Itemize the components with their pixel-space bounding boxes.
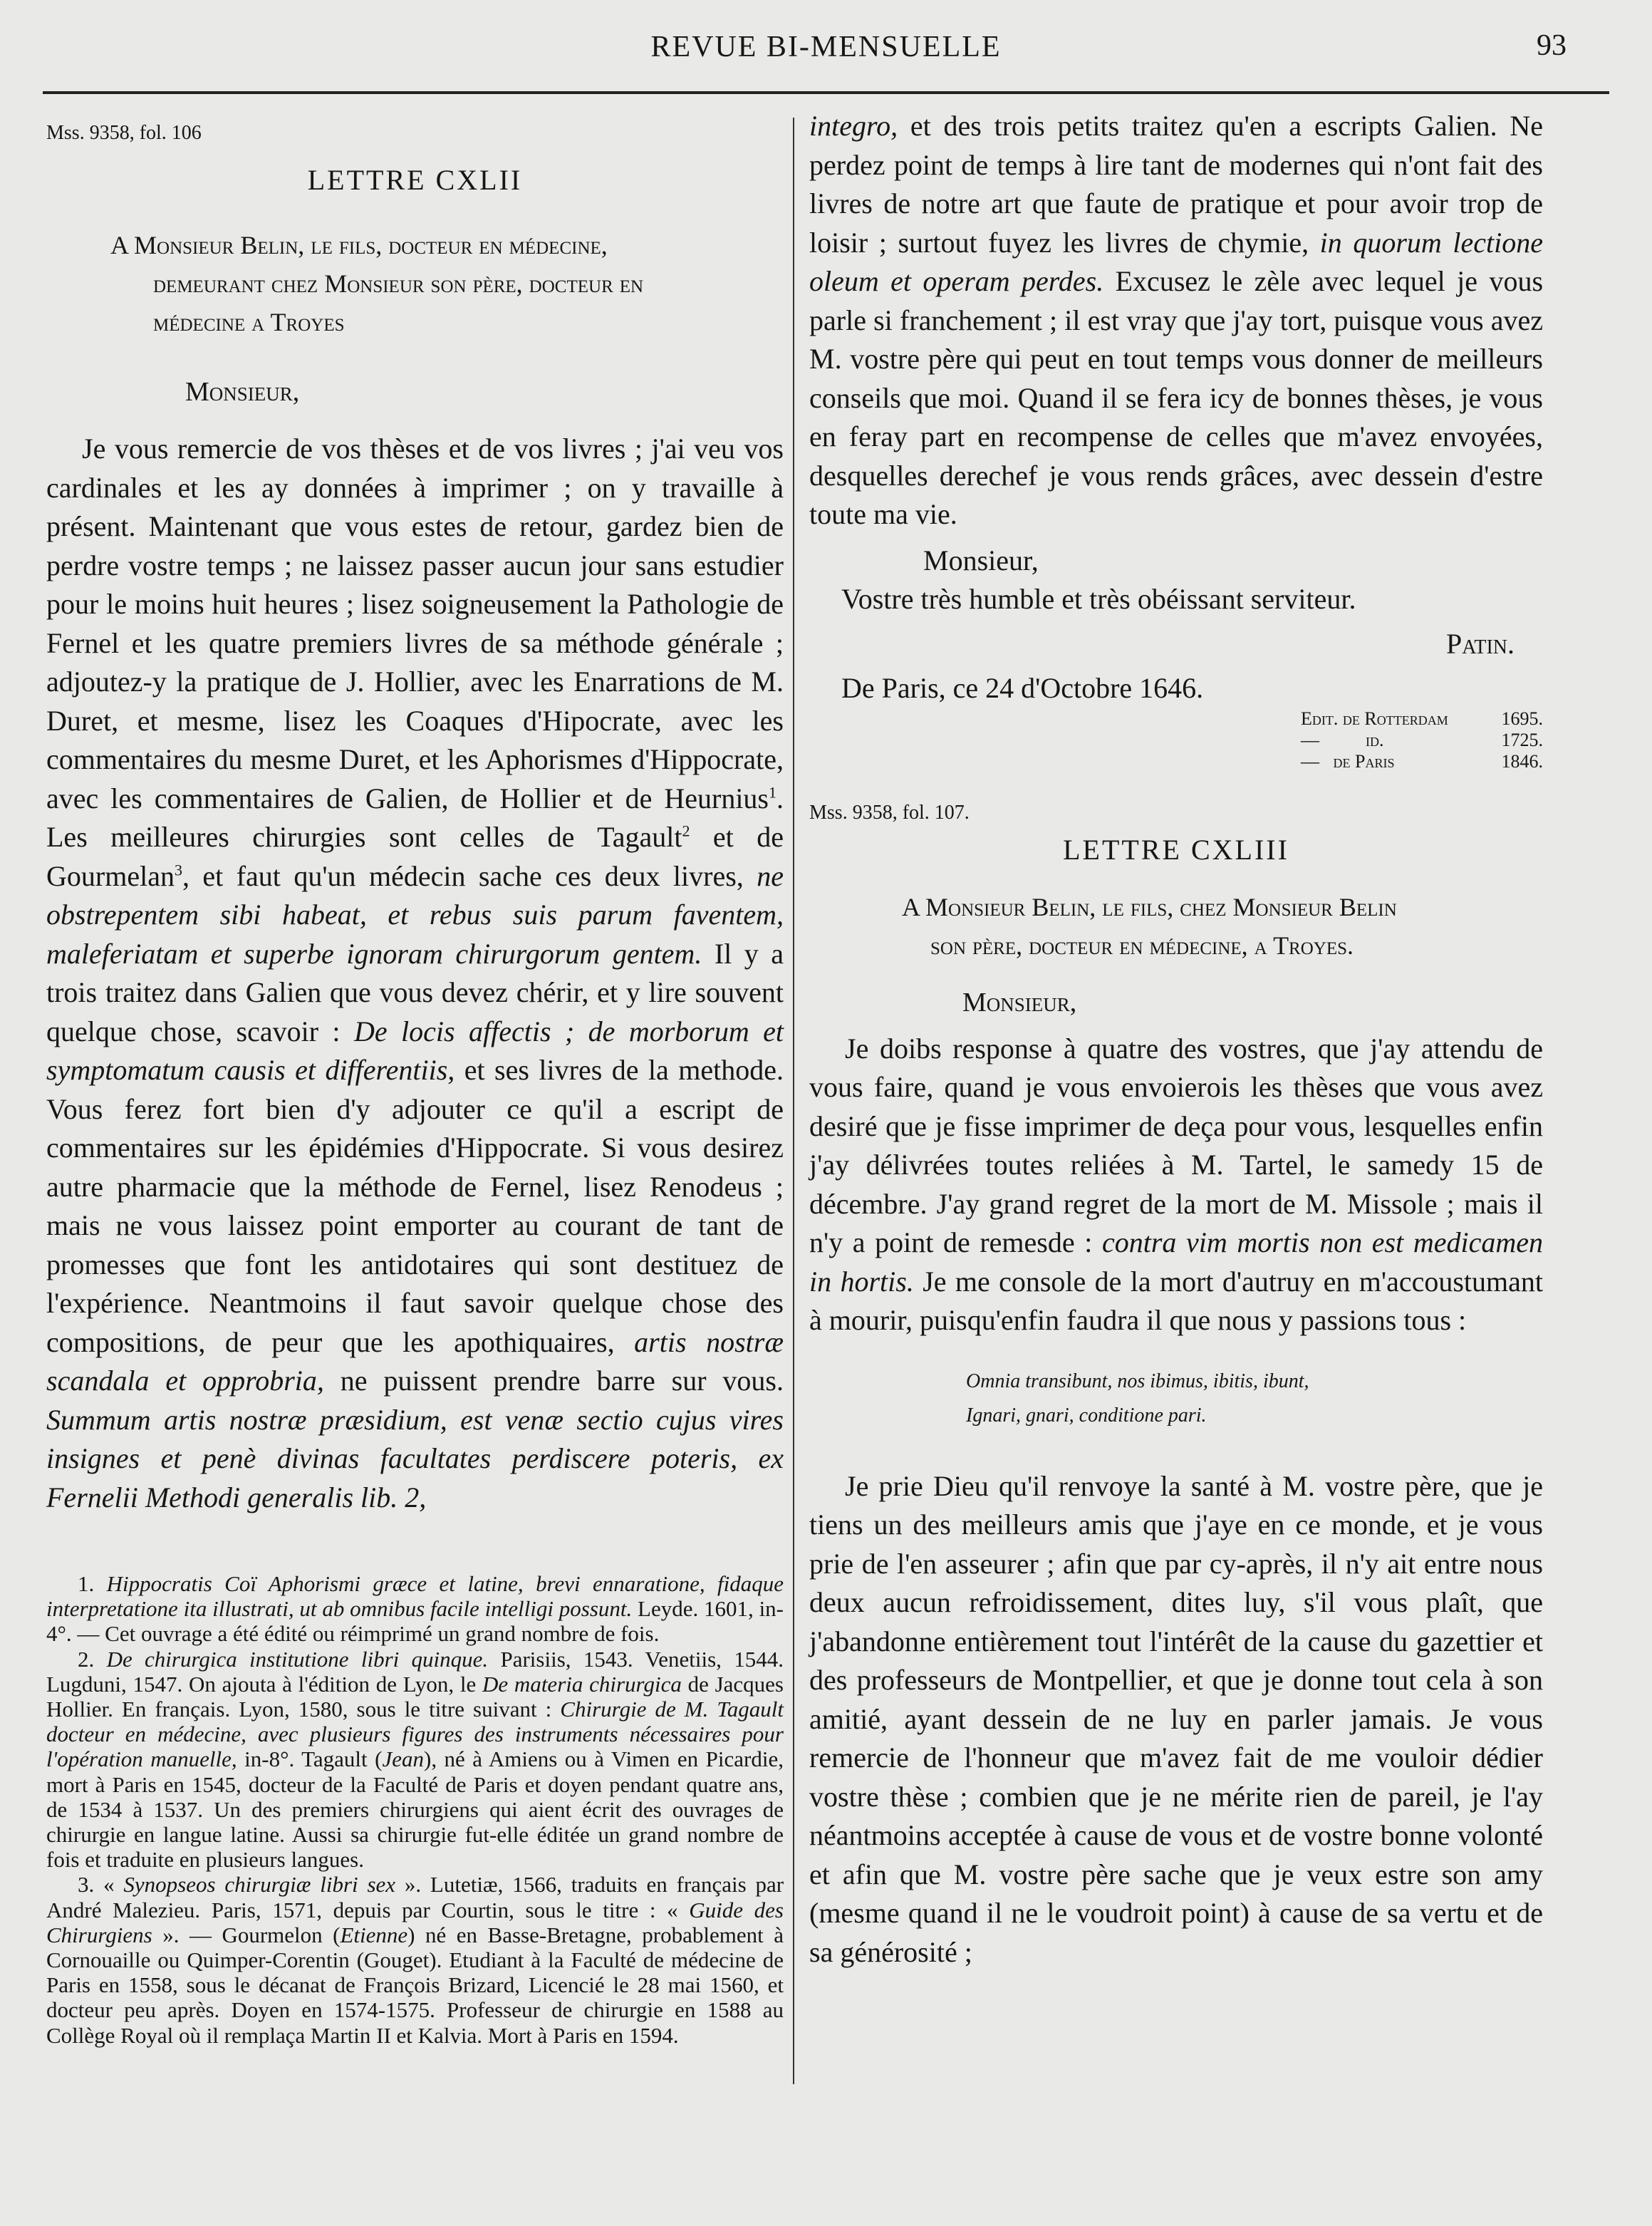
body-text: Je me console de la mort d'autruy en m'accoustumant à mourir, puisqu'enfin faudra il que nous y passions tous : [809,1265,1543,1336]
edition-year: 1695. [1501,708,1543,729]
footnote-number: 2. [78,1646,107,1672]
footnote-title: Chirurgie de M. Tagault docteur en médecine, avec plusieurs figures des instruments nécessaires pour l'opération manuelle, [46,1697,784,1772]
footnote-name: Etienne [340,1922,408,1947]
footnote-ref-1: 1 [769,783,776,802]
footnote-text: ». Lutetiæ, 1566, traduits en français par André Malezieu. Paris, 1571, depuis par Courtin, sous le titre : « [46,1872,784,1922]
closing-formula: Vostre très humble et très obéissant serviteur. [841,583,1356,615]
footnote-2 [46,1647,784,1873]
letter1-address-line-1: A Monsieur Belin, le fils, docteur en médecine, [110,230,608,259]
footnote-text: Parisiis, 1543. Venetiis, 1544. Lugduni, 1547. On ajouta à l'édition de Lyon, le [46,1646,784,1697]
footnote-number: 3. [78,1872,104,1898]
latin-quote: contra vim mortis non est medicamen in hortis. [809,1226,1543,1298]
footnotes [46,1571,784,2048]
letter1-address-line-2: demeurant chez Monsieur son père, docteur en [153,269,644,298]
latin-quote: in quorum lectione oleum et operam perdes. [809,226,1543,297]
editions-list [809,708,1543,772]
letter1-salutation: Monsieur, [185,376,300,407]
header-rule [43,91,1609,94]
place-date: De Paris, ce 24 d'Octobre 1646. [841,672,1204,704]
left-column [46,107,784,1517]
body-text: Excusez le zèle avec lequel je vous parle si franchement ; il est vray que j'ay tort, puisque vous avez M. vostre père qui peut en tout temps vous donner de meilleurs conseils que moi. Quand il se fera icy de bonnes thèses, je vous en feray part en recompense de celles que m'avez envoyées, desquelles derechef je vous rends grâces, avec dessein d'estre toute ma vie. [809,265,1544,530]
letter2-paragraph-1 [809,1030,1543,1340]
running-title: REVUE BI-MENSUELLE [650,31,1002,63]
signature: Patin. [1445,627,1515,660]
letter1-continuation [809,107,1543,534]
footnote-text: de Jacques Hollier. En français. Lyon, 1580, sous le titre suivant : [46,1671,784,1722]
footnote-ref-3: 3 [174,861,182,879]
edition-label: — id. [1301,729,1384,750]
footnote-number: 1. [78,1571,107,1596]
latin-quote: Summum artis nostræ præsidium, est venæ sectio cujus vires insignes et penè divinas facultates perdiscere poteris, ex Fernelii Methodi generalis lib. 2, [46,1403,784,1513]
body-text: et ses livres de la methode. Vous ferez fort bien d'y adjouter ce qu'il a escript de commentaires sur les épidémies d'Hippocrate. Si vous desirez autre pharmacie que la méthode de Fernel, lisez Renodeus ; mais ne vous laissez point emporter au courant de tant de promesses que font les antidotaires qui sont destituez de l'expérience. Neantmoins il faut savoir quelque chose des compositions, de peur que les apothiquaires, [46,1054,784,1358]
running-head [43,29,1609,64]
body-text: et de Gourmelan [46,821,784,892]
body-text: Il y a trois traitez dans Galien que vous devez chérir, et y lire souvent quelque chose, scavoir : [46,937,784,1047]
closing-salutation: Monsieur, [923,544,1039,576]
latin-word: integro, [809,110,898,142]
latin-quote: artis nostræ scandala et opprobria, [46,1325,784,1397]
footnote-3 [46,1872,784,2047]
footnote-text: « [103,1872,124,1898]
ms-reference-1: Mss. 9358, fol. 106 [46,122,202,144]
edition-label: — de Paris [1301,750,1395,772]
latin-quote: ne obstrepentem sibi habeat, et rebus suis parum faventem, maleferiatam et superbe ignoram chirurgorum gentem. [46,859,784,970]
body-text: et des trois petits traitez qu'en a escripts Galien. Ne perdez point de temps à lire tant de modernes qui n'ont fait des livres de notre art que faute de pratique et pour avoir trop de loisir ; surtout fuyez les livres de chymie, [809,110,1543,259]
letter2-address-line-1: A Monsieur Belin, le fils, chez Monsieur Belin [902,893,1397,921]
footnote-ref-2: 2 [682,822,690,840]
footnote-title: Guide des Chirurgiens [46,1897,784,1947]
edition-label: Edit. de Rotterdam [1301,708,1448,729]
footnote-text: Leyde. 1601, in-4°. — Cet ouvrage a été édité ou réimprimé un grand nombre de fois. [46,1596,784,1647]
body-text: Je doibs response à quatre des vostres, que j'ay attendu de vous faire, quand je vous envoierois les thèses que vous avez desiré que je fisse imprimer de deça pour vous, lesquelles enfin j'ay délivrées toutes reliées à M. Tartel, le samedy 15 de décembre. J'ay grand regret de la mort de M. Missole ; mais il n'y a point de remesde : [809,1032,1543,1258]
right-column [809,107,1543,1972]
edition-row [809,708,1543,730]
footnote-text: ) né en Basse-Bretagne, probablement à Cornouaille ou Quimper-Corentin (Gouget). Etudiant à la Faculté de médecine de Paris en 1558, sous le décanat de François Brizard, Licencié le 28 mai 1560, et docteur peu après. Doyen en 1574-1575. Professeur de chirurgie en 1588 au Collège Royal où il remplaça Martin II et Kalvia. Mort à Paris en 1594. [46,1922,784,2048]
footnote-text: ». — Gourmelon ( [152,1922,341,1947]
footnote-title: De chirurgica institutione libri quinque. [106,1646,489,1672]
footnote-text: ), né à Amiens ou à Vimen en Picardie, mort à Paris en 1545, docteur de la Faculté de Paris et doyen pendant quatre ans, de 1534 à 1537. Un des premiers chirurgiens qui aient écrit des ouvrages de chirurgie en langue latine. Aussi sa chirurgie fut-elle éditée un grand nombre de fois et traduite en plusieurs langues. [46,1746,784,1873]
footnote-title: Hippocratis Coï Aphorismi græce et latine, brevi ennaratione, fidaque interpretatione ita illustrati, ut ab omnibus facile intelligi possunt. [46,1571,784,1622]
edition-year: 1846. [1501,750,1543,772]
latin-titles: De locis affectis ; de morborum et symptomatum causis et differentiis, [46,1015,784,1086]
footnote-title: Synopseos chirurgiæ libri sex [123,1872,396,1898]
body-text: . Les meilleures chirurgies sont celles de Tagault [46,782,784,853]
edition-year: 1725. [1501,729,1543,750]
body-text: ne puissent prendre barre sur vous. [323,1365,784,1397]
body-text: Je vous remercie de vos thèses et de vos livres ; j'ai veu vos cardinales et les ay données à imprimer ; on y travaille à présent. Maintenant que vous estes de retour, gardez bien de perdre vostre temps ; ne laissez passer aucun jour sans estudier pour le moins huit heures ; lisez soigneusement la Pathologie de Fernel et les quatre premiers livres de sa méthode générale ; adjoutez-y la pratique de J. Hollier, avec les Enarrations de M. Duret, et mesme, lisez les Coaques d'Hipocrate, avec les commentaires du mesme Duret, et les Aphorismes d'Hippocrate, avec les commentaires de Galien, de Hollier et de Heurnius [46,433,784,814]
letter1-address-line-3: médecine a Troyes [153,307,345,336]
page-number: 93 [1537,29,1567,62]
footnote-text: in-8°. Tagault ( [237,1746,383,1772]
ms-reference-2: Mss. 9358, fol. 107. [809,801,970,824]
letter-title-cxliii: LETTRE CXLIII [1063,833,1289,866]
latin-verse [966,1365,1543,1433]
verse-line-2: Ignari, gnari, conditione pari. [966,1404,1207,1427]
footnote-name: Jean [382,1746,424,1772]
footnote-title: De materia chirurgica [482,1671,682,1697]
letter2-paragraph-2: Je prie Dieu qu'il renvoye la santé à M. vostre père, que je tiens un des meilleurs amis que j'aye en ce monde, et je vous prie de l'en asseurer ; afin que par cy-après, il n'y ait entre nous deux aucun refroidissement, dites luy, s'il vous plaît, que j'abandonne entièrement tout l'intérêt de la cause du gazettier et des professeurs de Montpellier, et que je donne tout cela à son amitié, ayant dessein de ne luy en parler jamais. Je vous remercie de l'honneur que m'avez fait de me vouloir dédier vostre thèse ; combien que je ne mérite rien de pareil, je l'ay néantmoins acceptée à cause de vous et de vostre bonne volonté et afin que M. vostre père sache que je veux estre son amy (mesme quand il ne le voudroit point) à cause de sa vertu et de sa générosité ; [809,1469,1543,1968]
letter1-body [46,430,784,1517]
letter-title-cxlii: LETTRE CXLII [307,164,523,196]
letter2-address-line-2: son père, docteur en médecine, a Troyes. [930,931,1354,960]
body-text: , et faut qu'un médecin sache ces deux livres, [182,859,757,892]
edition-row [809,730,1543,751]
edition-row [809,751,1543,772]
footnote-1 [46,1571,784,1647]
verse-line-1: Omnia transibunt, nos ibimus, ibitis, ibunt, [966,1370,1309,1392]
column-divider [793,118,794,2084]
letter2-salutation: Monsieur, [962,988,1077,1018]
